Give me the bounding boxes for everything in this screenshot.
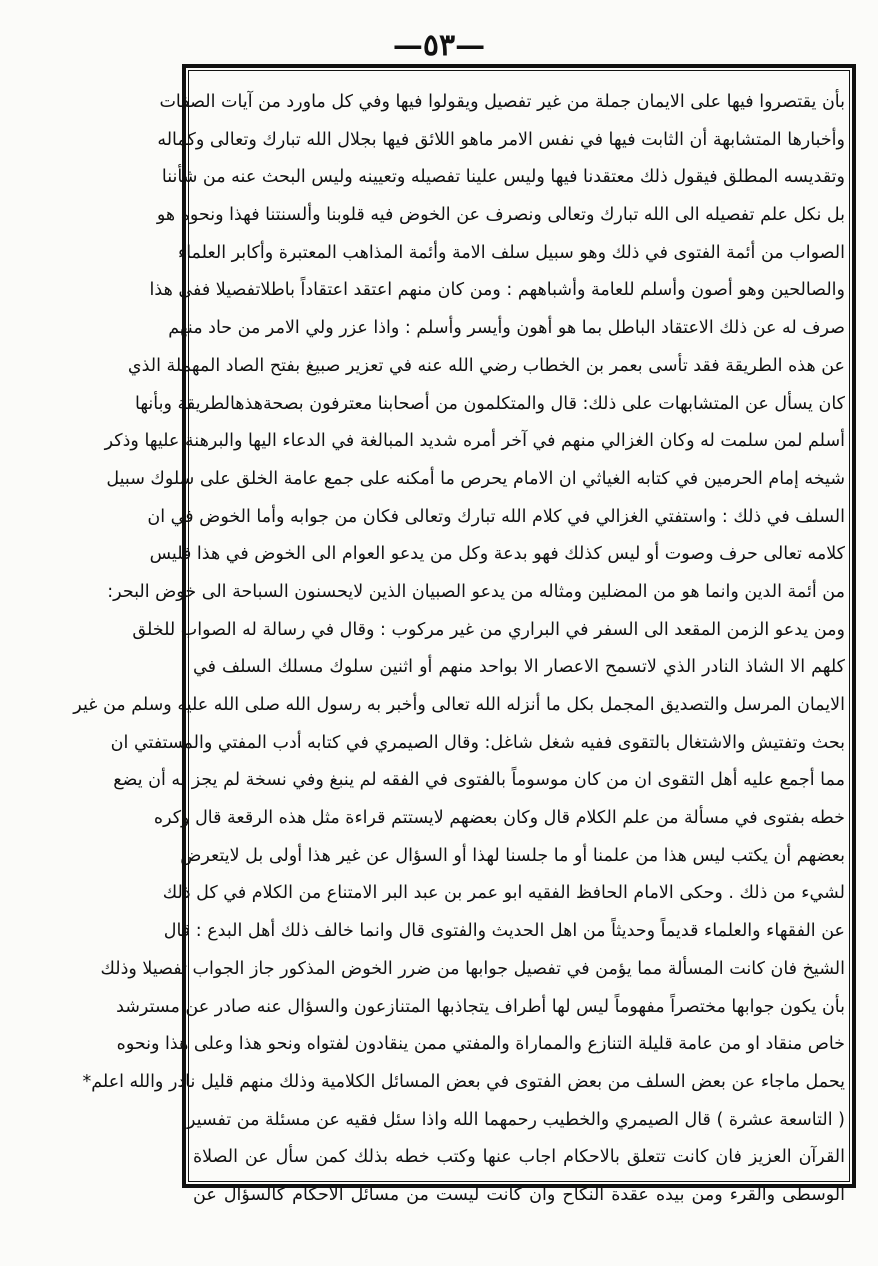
text-line: شيخه إمام الحرمين في كتابه الغياثي ان الامام يحرص ما أمكنه على جمع عامة الخلق على سلوك سبيل — [106, 468, 845, 489]
text-line: أسلم لمن سلمت له وكان الغزالي منهم في آخر أمره شديد المبالغة في الدعاء اليها والبرهنة عليها وذكر — [104, 431, 845, 452]
text-line: عن هذه الطريقة فقد تأسى بعمر بن الخطاب رضي الله عنه في تعزير صبيغ بفتح الصاد المهملة الذي — [127, 355, 845, 376]
text-line: وتقديسه المطلق فيقول ذلك معتقدنا فيها وليس علينا تفصيله وتعيينه وليس البحث عنه من شأننا — [161, 167, 845, 188]
text-line: كان يسأل عن المتشابهات على ذلك: قال والمتكلمون من أصحابنا معترفون بصحةهذهالطريقة وبأنها — [135, 393, 845, 414]
text-line: صرف له عن ذلك الاعتقاد الباطل بما هو أهون وأيسر وأسلم : واذا عزر ولي الامر من حاد منهم — [168, 318, 845, 339]
page-number-text: —٥٣— — [379, 28, 499, 67]
text-line: عن الفقهاء والعلماء قديماً وحديثاً من اهل الحديث والفتوى قال وانما خالف ذلك أهل البدع : قال — [163, 921, 845, 942]
text-line: كلهم الا الشاذ النادر الذي لاتسمح الاعصار الا بواحد منهم أو اثنين سلوك مسلك السلف في — [193, 657, 845, 678]
text-line: من أئمة الدين وانما هو من المضلين ومثاله من يدعو الصبيان الذين لايحسنون السباحة الى خوض البحر: — [107, 581, 845, 602]
text-line: الشيخ فان كانت المسألة مما يؤمن في تفصيل جوابها من ضرر الخوض المذكور جاز الجواب تفصيلا وذلك — [100, 958, 845, 979]
text-line: القرآن العزيز فان كانت تتعلق بالاحكام اجاب عنها وكتب خطه بذلك كمن سأل عن الصلاة — [193, 1147, 845, 1168]
text-line: الصواب من أئمة الفتوى في ذلك وهو سبيل سلف الامة وأئمة المذاهب المعتبرة وأكابر العلماء — [177, 242, 845, 263]
text-line: لشيء من ذلك . وحكى الامام الحافظ الفقيه ابو عمر بن عبد البر الامتناع من الكلام في كل ذلك — [162, 883, 845, 904]
text-line: مما أجمع عليه أهل التقوى ان من كان موسوماً بالفتوى في الفقه لم ينبغ وفي نسخة لم يجز له أن يضع — [113, 770, 845, 791]
text-body — [73, 84, 845, 1205]
text-line: ( التاسعة عشرة ) قال الصيمري والخطيب رحمهما الله واذا سئل فقيه عن مسئلة من تفسير — [186, 1109, 845, 1130]
text-line: بل نكل علم تفصيله الى الله تبارك وتعالى ونصرف عن الخوض فيه قلوبنا وألسنتنا فهذا ونحوه هو — [156, 205, 845, 226]
text-line: ومن يدعو الزمن المقعد الى السفر في البراري من غير مركوب : وقال في رسالة له الصواب للخلق — [132, 619, 845, 640]
text-line: خطه بفتوى في مسألة من علم الكلام قال وكان بعضهم لايستتم قراءة مثل هذه الرقعة قال وكره — [153, 808, 845, 829]
text-line: خاص منقاد او من عامة قليلة التنازع والمماراة والمفتي ممن ينقادون لفتواه ونحو هذا وعلى هذا ونحوه — [116, 1034, 845, 1055]
text-line: الايمان المرسل والتصديق المجمل بكل ما أنزله الله تعالى وأخبر به رسول الله صلى الله عليه وسلم من غير — [73, 695, 845, 715]
text-line: بأن يكون جوابها مختصراً مفهوماً ليس لها أطراف يتجاذبها المتنازعون والسؤال عنه صادر عن مسترشد — [116, 996, 845, 1017]
text-line: بحث وتفتيش والاشتغال بالتقوى ففيه شغل شاغل: وقال الصيمري في كتابه أدب المفتي والمستفتي ان — [110, 732, 845, 753]
text-line: والصالحين وهو أصون وأسلم للعامة وأشباههم : ومن كان منهم اعتقد اعتقاداً باطلاتفصيلا ففي هذا — [149, 280, 845, 301]
text-line: كلامه تعالى حرف وصوت أو ليس كذلك فهو بدعة وكل من يدعو العوام الى الخوض في هذا فليس — [149, 544, 845, 565]
text-line: السلف في ذلك : واستفتي الغزالي في كلام الله تبارك وتعالى فكان من جوابه وأما الخوض في ان — [147, 506, 845, 527]
text-line: يحمل ماجاء عن بعض السلف من بعض الفتوى في بعض المسائل الكلامية وذلك منهم قليل نادر والله اعلم* — [82, 1071, 845, 1092]
text-line: بعضهم أن يكتب ليس هذا من علمنا أو ما جلسنا لهذا أو السؤال عن غير هذا أولى بل لايتعرض — [180, 845, 845, 866]
text-line: الوسطى والقرء ومن بيده عقدة النكاح وان كانت ليست من مسائل الاحكام كالسؤال عن — [193, 1184, 845, 1205]
page-number — [0, 28, 878, 63]
text-line: بأن يقتصروا فيها على الايمان جملة من غير تفصيل ويقولوا فيها وفي كل ماورد من آيات الصفات — [159, 92, 845, 112]
text-line: وأخبارها المتشابهة أن الثابت فيها في نفس الامر ماهو اللائق فيها بجلال الله تبارك وتعالى وكماله — [157, 129, 845, 150]
